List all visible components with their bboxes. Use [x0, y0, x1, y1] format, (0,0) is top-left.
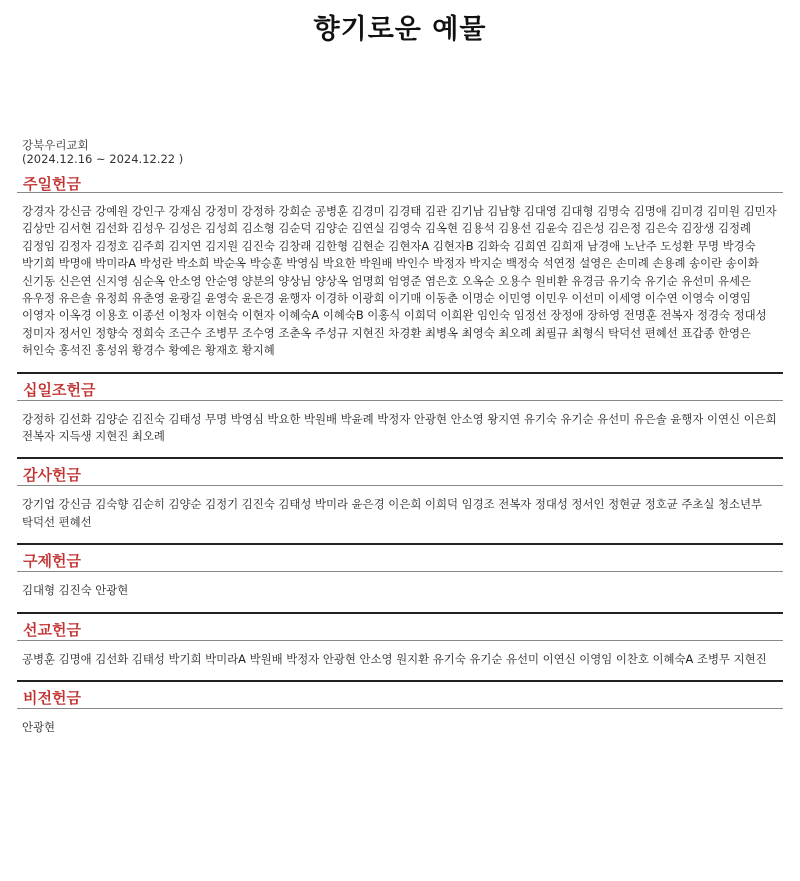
page-title: 향기로운 예물	[313, 14, 487, 45]
section-tithe-offering	[17, 374, 783, 460]
section-title: 감사헌금	[23, 466, 81, 485]
donor-names: 강기업 강신금 김숙향 김순히 김양순 김정기 김진숙 김태성 박미라 윤은경 이은희 이희덕 임경조 전복자 정대성 정서인 정현균 정호균 주초실 청소년부 탁덕선 편혜선	[22, 497, 763, 529]
section-vision-offering	[17, 682, 783, 736]
section-title: 주일헌금	[23, 175, 81, 193]
section-thanksgiving-offering	[17, 459, 783, 545]
section-mission-offering	[17, 614, 783, 682]
section-title: 선교헌금	[23, 620, 81, 639]
church-name: 강북우리교회	[22, 138, 89, 152]
date-range: (2024.12.16 ~ 2024.12.22 )	[22, 152, 184, 166]
church-info	[0, 138, 800, 166]
section-title: 비전헌금	[23, 689, 81, 708]
section-sunday-offering	[17, 166, 783, 374]
donor-names: 공병훈 김명애 김선화 김태성 박기희 박미라A 박원배 박정자 안광현 안소영 원지환 유기숙 유기순 유선미 이연신 이영임 이찬호 이혜숙A 조병무 지현진	[22, 651, 767, 666]
donor-names: 안광현	[22, 720, 56, 735]
section-title: 구제헌금	[23, 552, 81, 571]
donor-names: 김대형 김진숙 안광현	[22, 583, 129, 598]
section-title: 십일조헌금	[23, 380, 96, 399]
section-relief-offering	[17, 545, 783, 613]
donor-names: 강정하 김선화 김양순 김진숙 김태성 무명 박영심 박요한 박원배 박윤례 박정자 안광현 안소영 왕지연 유기숙 유기순 유선미 유은솔 윤행자 이연신 이은희 전복자 지득생 지현진 최오례	[22, 411, 777, 444]
donor-names: 강경자 강신금 강예원 강인구 강재심 강정미 강정하 강희순 공병훈 김경미 김경태 김관 김기남 김남향 김대영 김대형 김명숙 김명애 김미경 김미원 김민자 김상만 김서현 김선화 김성우 김성은 김성희 김소형 김순덕 김양순 김연실 김영숙 김옥현 김용석 김용선 김윤숙 김은성 김은정 김은숙 김장생 김정례 김정임 김정자 김정호 김주희 김지연 김지원 김진숙 김창래 김한형 김현순 김현자A 김현자B 김화숙 김희연 김희재 남경애 노난주 도성환 무명 박경숙 박기희 박명애 박미라A 박성란 박소희 박순옥 박승훈 박영심 박요한 박원배 박인수 박정자 박지순 백정숙 석연정 설영은 손미례 손용례 송이란 송이화 신기동 신은연 신지영 심순옥 안소영 안순영 양분의 양상님 양상옥 엄명희 엄영준 염은호 오옥순 오용수 원비환 유경금 유기숙 유기순 유선미 유세은 유우정 유은솔 유정희 유춘영 윤광길 윤영숙 윤은경 윤행자 이경하 이광희 이기매 이동춘 이명순 이민영 이민우 이선미 이세영 이수연 이영숙 이영임 이영자 이옥경 이용호 이종선 이청자 이현숙 이현자 이혜숙A 이혜숙B 이홍식 이희덕 이희완 임인숙 임정선 장정애 장하영 전명훈 전복자 정경숙 정대성 정미자 정서인 정향숙 정희숙 조근수 조병무 조수영 조춘옥 주성규 지현진 차경환 최병옥 최영숙 최오례 최필규 최형식 탁덕선 편혜선 표갑종 한영은 허인숙 홍석진 홍성위 황경수 황예은 황재호 황지혜	[22, 204, 777, 358]
